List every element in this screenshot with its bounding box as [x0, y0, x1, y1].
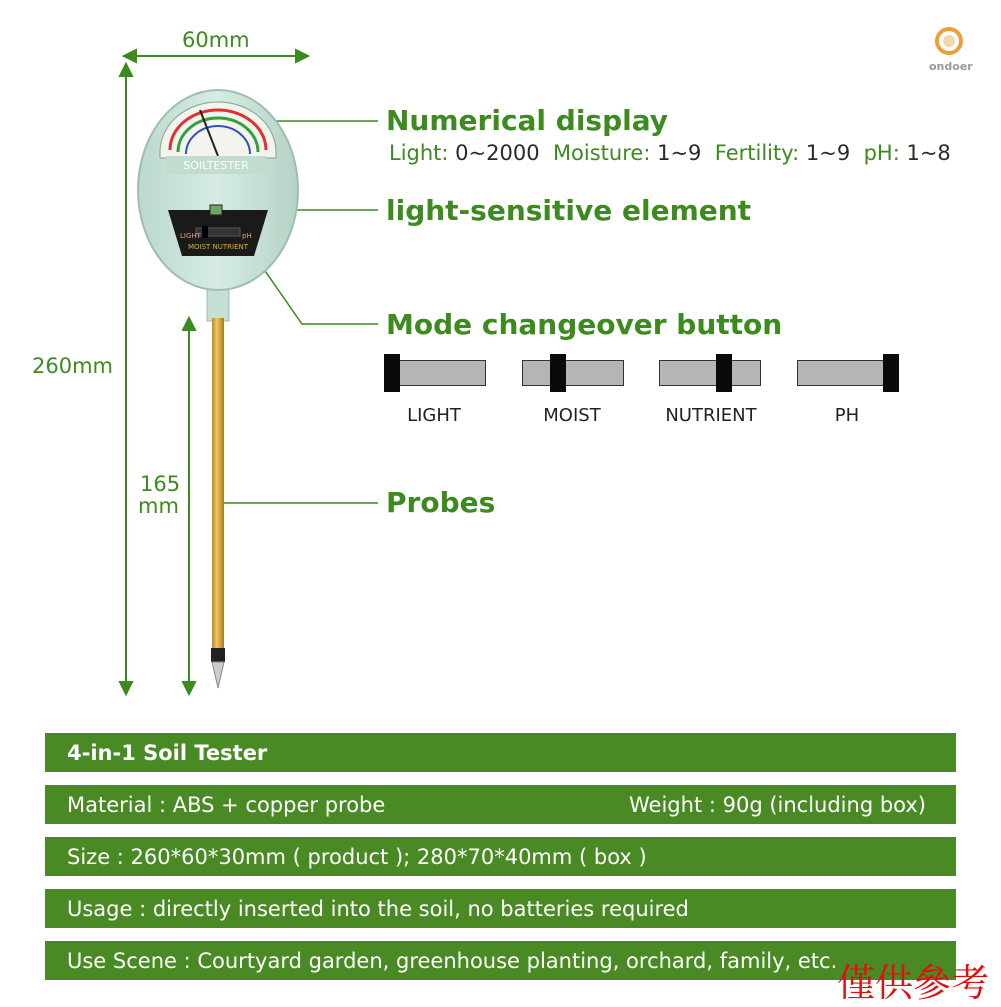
info-size-bar	[45, 837, 956, 876]
light-sensitive-element-title: light-sensitive element	[386, 194, 752, 227]
spec-moisture-key: Moisture:	[552, 141, 651, 165]
info-title-bar	[45, 733, 956, 772]
spec-light-value: 0~2000	[455, 141, 540, 165]
mode-knob	[716, 354, 732, 392]
probe-dimension-unit: mm	[138, 494, 179, 518]
spec-ph-key: pH:	[863, 141, 900, 165]
mode-switch-nutrient	[659, 354, 763, 392]
mode-label-light: LIGHT	[407, 405, 461, 426]
mode-switch-light	[384, 354, 488, 392]
info-scene-bar	[45, 941, 956, 980]
info-material: Material : ABS + copper probe	[67, 793, 386, 817]
height-dimension-label: 260mm	[32, 354, 113, 378]
info-material-bar	[45, 785, 956, 824]
mode-label-moist: MOIST	[543, 405, 601, 426]
info-usage-bar	[45, 889, 956, 928]
mode-knob	[550, 354, 566, 392]
mode-knob	[883, 354, 899, 392]
spec-fertility-value: 1~9	[805, 141, 851, 165]
spec-fertility-key: Fertility:	[714, 141, 800, 165]
spec-moisture-value: 1~9	[657, 141, 702, 165]
info-title: 4-in-1 Soil Tester	[67, 741, 268, 765]
mode-changeover-title: Mode changeover button	[386, 308, 783, 341]
mode-label-nutrient: NUTRIENT	[665, 405, 757, 426]
mode-switch-ph	[797, 354, 901, 392]
brand-name: ondoer	[929, 60, 973, 73]
probe-dimension-value: 165	[140, 472, 181, 496]
device-mode-bottom: MOIST NUTRIENT	[187, 243, 249, 251]
spec-light-key: Light:	[389, 141, 449, 165]
info-size: Size : 260*60*30mm ( product ); 280*70*40mm ( box )	[67, 845, 647, 869]
mode-label-ph: PH	[834, 405, 860, 426]
probes-title: Probes	[386, 486, 496, 519]
info-usage: Usage : directly inserted into the soil, no batteries required	[67, 897, 689, 921]
info-weight: Weight : 90g (including box)	[629, 793, 926, 817]
info-scene: Use Scene : Courtyard garden, greenhouse planting, orchard, family, etc.	[67, 949, 838, 973]
soil-tester-illustration	[130, 80, 310, 695]
spec-ph-value: 1~8	[906, 141, 951, 165]
brand-logo-icon	[930, 26, 970, 60]
mode-knob	[384, 354, 400, 392]
device-mode-light: LIGHT	[180, 232, 201, 240]
mode-switch-moist	[522, 354, 626, 392]
watermark-text: 僅供參考	[836, 961, 989, 1005]
device-mode-ph: pH	[242, 232, 252, 240]
display-specs	[389, 141, 951, 165]
device-face-text: SOILTESTER	[183, 159, 249, 172]
width-dimension-label: 60mm	[182, 28, 250, 52]
numerical-display-title: Numerical display	[386, 104, 669, 137]
